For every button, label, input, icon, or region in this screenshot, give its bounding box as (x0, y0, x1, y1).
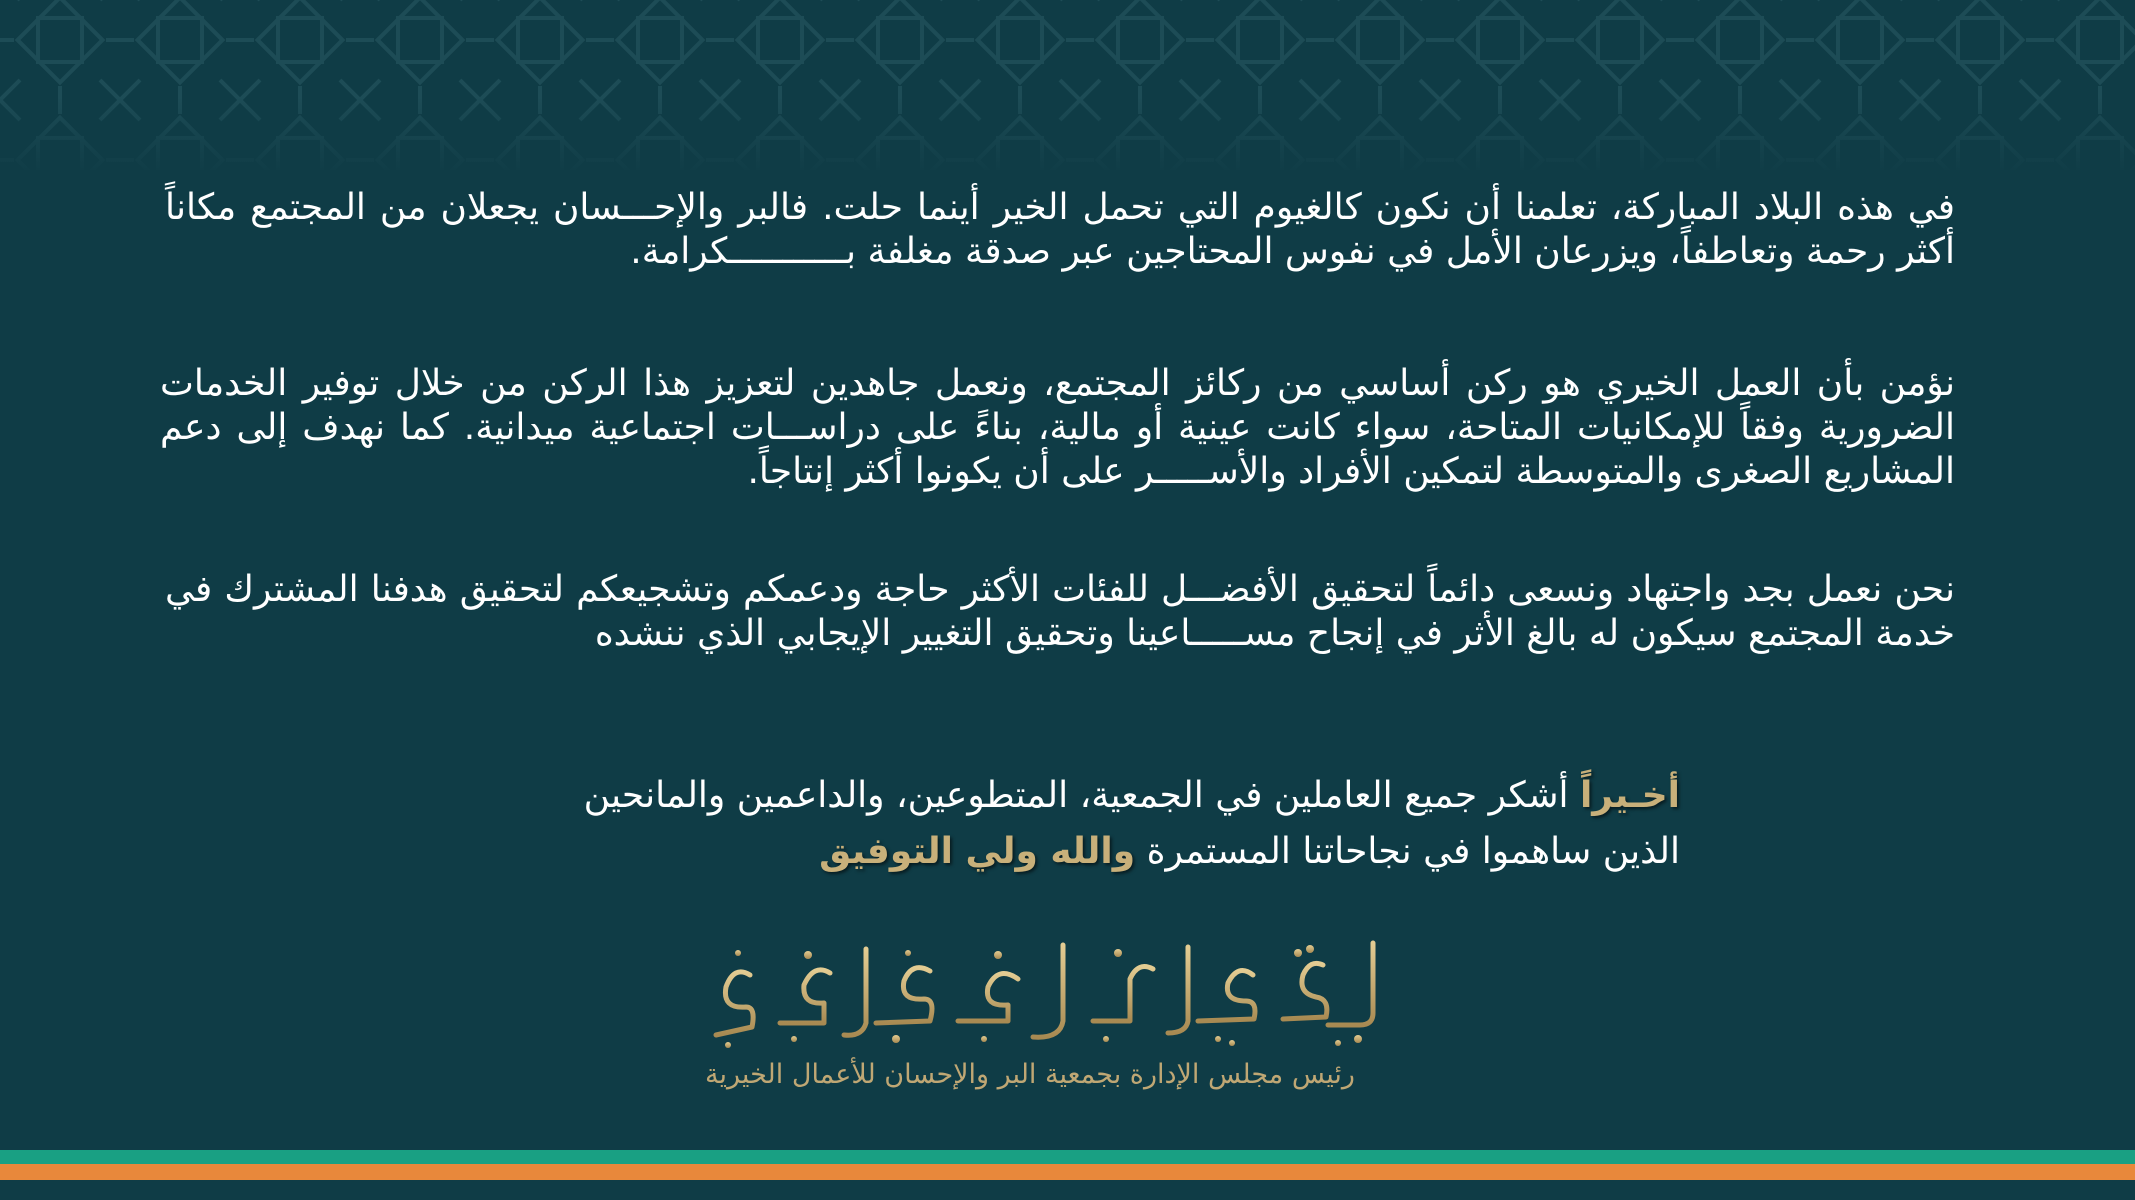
closing-highlight-end: والله ولي التوفيق (819, 831, 1136, 872)
closing-line-2 (584, 824, 1680, 880)
closing-line-1-text: أشكر جميع العاملين في الجمعية، المتطوعين، والداعمين والمانحين (583, 775, 1580, 816)
paragraph-commitment: نحن نعمل بجد واجتهاد ونسعى دائماً لتحقيق الأفضـــل للفئات الأكثر حاجة ودعمكم وتشجيعكم لتحقيق هدفنا المشترك في خدمة المجتمع سيكون له بالغ الأثر في إنجاح مســـــاعينا وتحقيق التغيير الإيجابي الذي ننشده (165, 569, 1955, 654)
paragraph-mission: نؤمن بأن العمل الخيري هو ركن أساسي من ركائز المجتمع، ونعمل جاهدين لتعزيز هذا الركن من خلال توفير الخدمات الضرورية وفقاً للإمكانيات المتاحة، سواء كانت عينية أو مالية، بناءً على دراســـات اجتماعية ميدانية. كما نهدف إلى دعم المشاريع الصغرى والمتوسطة لتمكين الأفراد والأســـــر على أن يكونوا أكثر إنتاجاً. (160, 363, 1955, 492)
closing-line-2-text: الذين ساهموا في نجاحاتنا المستمرة (1135, 831, 1680, 872)
closing-highlight-start: أخـيراً (1579, 775, 1680, 816)
pattern-fade-overlay (0, 0, 2135, 175)
closing-line-1 (584, 768, 1680, 824)
footer-band (0, 1180, 2135, 1200)
footer-stripe-green (0, 1150, 2135, 1164)
closing-thanks (584, 768, 1680, 880)
footer-stripe-orange (0, 1164, 2135, 1180)
calligraphy-signature (698, 935, 1388, 1055)
signature-title: رئيس مجلس الإدارة بجمعية البر والإحسان للأعمال الخيرية (705, 1059, 1355, 1090)
paragraph-intro: في هذه البلاد المباركة، تعلمنا أن نكون كالغيوم التي تحمل الخير أينما حلت. فالبر والإحـــسان يجعلان من المجتمع مكاناً أكثر رحمة وتعاطفاً، ويزرعان الأمل في نفوس المحتاجين عبر صدقة مغلفة بـــــــــــكرامة. (165, 187, 1955, 272)
